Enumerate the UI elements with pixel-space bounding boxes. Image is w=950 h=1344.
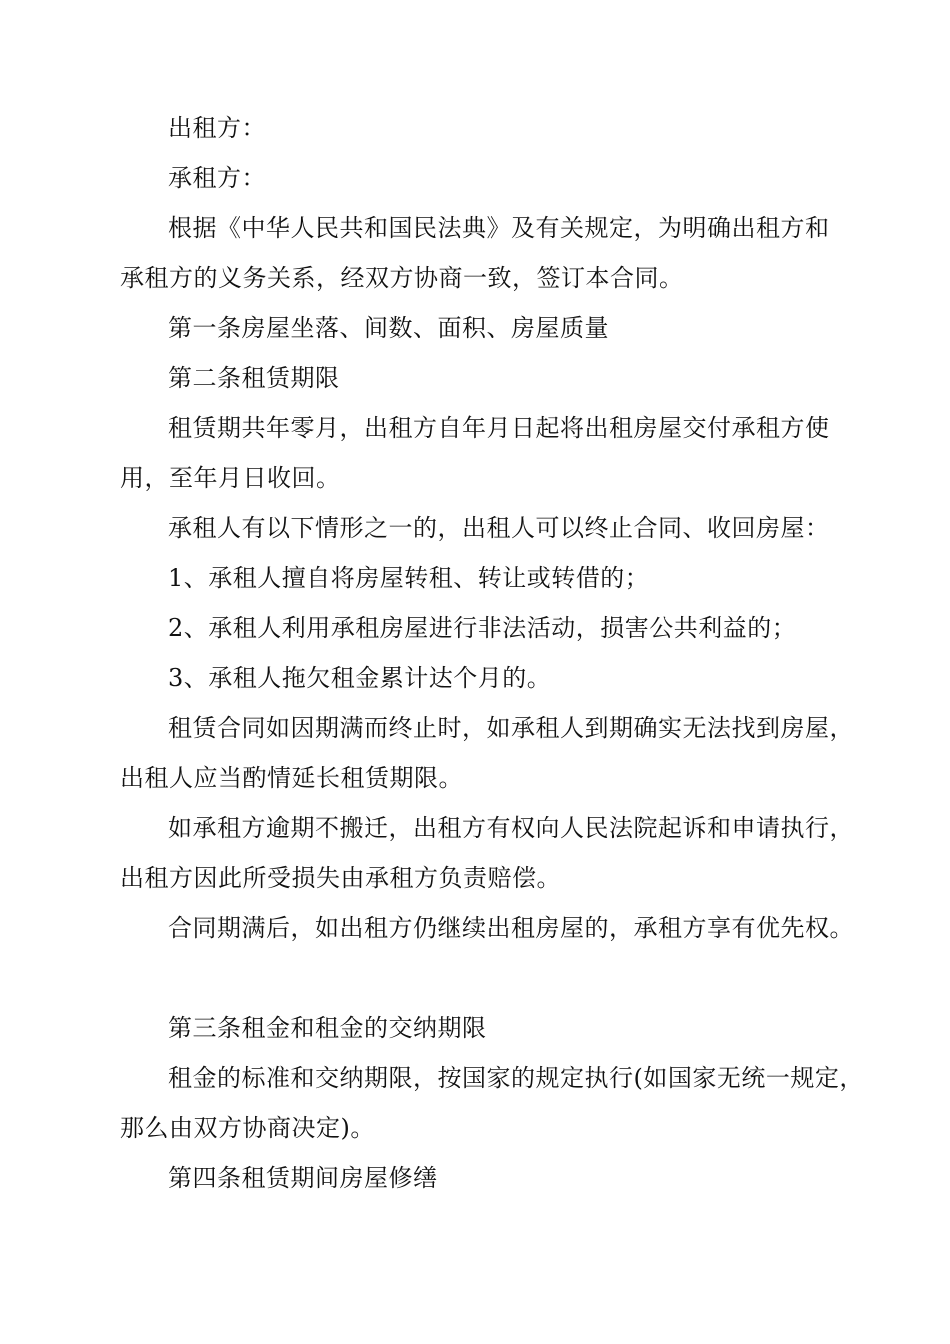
lessor-label: 出租方： [168, 114, 266, 142]
article-4-heading: 第四条租赁期间房屋修缮 [168, 1164, 438, 1192]
preamble-line-2: 承租方的义务关系，经双方协商一致，签订本合同。 [120, 264, 684, 292]
lessee-label: 承租方： [168, 164, 266, 192]
termination-item-1: 1、承租人擅自将房屋转租、转让或转借的； [168, 564, 650, 592]
rent-line-1: 租金的标准和交纳期限，按国家的规定执行(如国家无统一规定， [168, 1064, 864, 1092]
overdue-line-2: 出租方因此所受损失由承租方负责赔偿。 [120, 864, 561, 892]
article-3-heading: 第三条租金和租金的交纳期限 [168, 1014, 487, 1042]
article-2-heading: 第二条租赁期限 [168, 364, 340, 392]
expiry-line-2: 出租人应当酌情延长租赁期限。 [120, 764, 463, 792]
termination-item-3: 3、承租人拖欠租金累计达个月的。 [168, 664, 552, 692]
expiry-line-1: 租赁合同如因期满而终止时，如承租人到期确实无法找到房屋， [168, 714, 854, 742]
preamble-line-1: 根据《中华人民共和国民法典》及有关规定，为明确出租方和 [168, 214, 830, 242]
termination-item-2: 2、承租人利用承租房屋进行非法活动，损害公共利益的； [168, 614, 797, 642]
priority-right-line: 合同期满后，如出租方仍继续出租房屋的，承租方享有优先权。 [168, 914, 854, 942]
lease-term-line-2: 用，至年月日收回。 [120, 464, 341, 492]
article-1-heading: 第一条房屋坐落、间数、面积、房屋质量 [168, 314, 609, 342]
rent-line-2: 那么由双方协商决定)。 [120, 1114, 375, 1142]
overdue-line-1: 如承租方逾期不搬迁，出租方有权向人民法院起诉和申请执行， [168, 814, 854, 842]
lease-term-line-1: 租赁期共年零月，出租方自年月日起将出租房屋交付承租方使 [168, 414, 830, 442]
termination-intro: 承租人有以下情形之一的，出租人可以终止合同、收回房屋： [168, 514, 830, 542]
